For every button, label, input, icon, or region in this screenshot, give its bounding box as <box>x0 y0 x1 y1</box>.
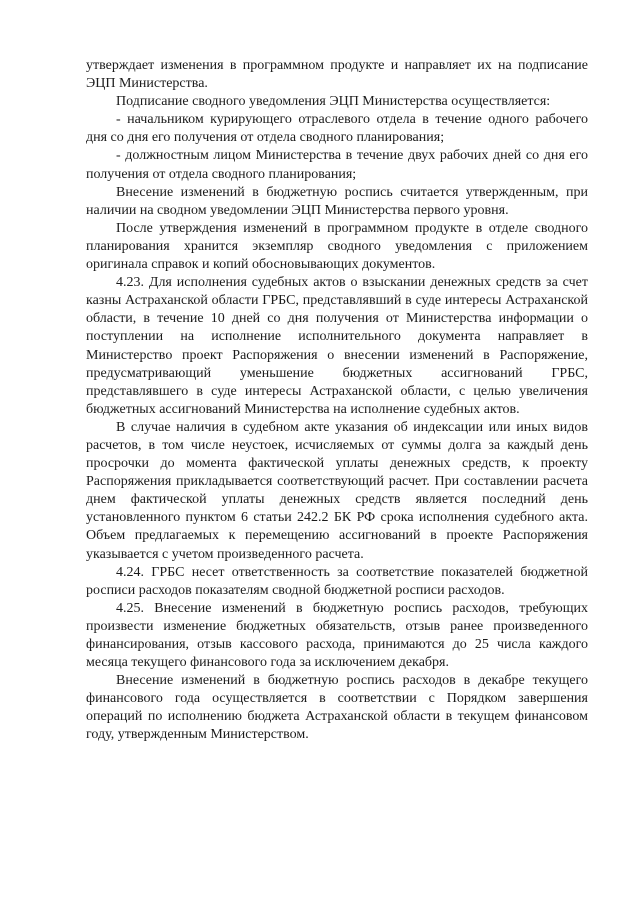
paragraph-december: Внесение изменений в бюджетную роспись расходов в декабре текущего финансового года осуществляется в соответствии с Порядком завершения операций по исполнению бюджета Астраханской области в текущем финансовом году, утвержденным Министерством. <box>86 673 588 743</box>
paragraph-signing-official: - должностным лицом Министерства в течение двух рабочих дней со дня его получения от отдела сводного планирования; <box>86 148 588 182</box>
paragraph-signing-department-head: - начальником курирующего отраслевого отдела в течение одного рабочего дня со дня его получения от отдела сводного планирования; <box>86 112 588 146</box>
paragraph-4-24: 4.24. ГРБС несет ответственность за соответствие показателей бюджетной росписи расходов показателям сводной бюджетной росписи расходов. <box>86 564 588 598</box>
paragraph-signing-intro: Подписание сводного уведомления ЭЦП Министерства осуществляется: <box>116 94 551 110</box>
paragraph-4-25: 4.25. Внесение изменений в бюджетную роспись расходов, требующих произвести изменение бюджетных обязательств, отзыв ранее произведенного финансирования, отзыв кассового расхода, принимаются до 25 числа каждого месяца текущего финансового года за исключением декабря. <box>86 600 588 671</box>
paragraph-continuation: утверждает изменения в программном продукте и направляет их на подписание ЭЦП Министерства. <box>86 58 588 92</box>
document-body <box>86 57 588 745</box>
paragraph-approval-condition: Внесение изменений в бюджетную роспись считается утвержденным, при наличии на сводном уведомлении ЭЦП Министерства первого уровня. <box>86 184 588 218</box>
paragraph-storage: После утверждения изменений в программном продукте в отделе сводного планирования хранится экземпляр сводного уведомления с приложением оригинала справок и копий обосновывающих документов. <box>86 220 588 273</box>
paragraph-4-23: 4.23. Для исполнения судебных актов о взыскании денежных средств за счет казны Астраханской области ГРБС, представлявший в суде интересы Астраханской области, в течение 10 дней со дня получения от Министерства информации о поступлении на исполнение исполнительного документа направляет в Министерство проект Распоряжения о внесении изменений в Распоряжение, предусматривающий уменьшение бюджетных ассигнований ГРБС, представлявшего в суде интересы Астраханской области, с целью увеличения бюджетных ассигнований Министерства на исполнение судебных актов. <box>86 275 588 417</box>
paragraph-indexation: В случае наличия в судебном акте указания об индексации или иных видов расчетов, в том числе неустоек, исчисляемых от суммы долга за каждый день просрочки до момента фактической уплаты денежных средств, к проекту Распоряжения прикладывается соответствующий расчет. При составлении расчета днем фактической уплаты денежных средств является последний день установленного пунктом 6 статьи 242.2 БК РФ срока исполнения судебного акта. Объем предлагаемых к перемещению ассигнований в проекте Распоряжения указывается с учетом произведенного расчета. <box>86 419 588 562</box>
